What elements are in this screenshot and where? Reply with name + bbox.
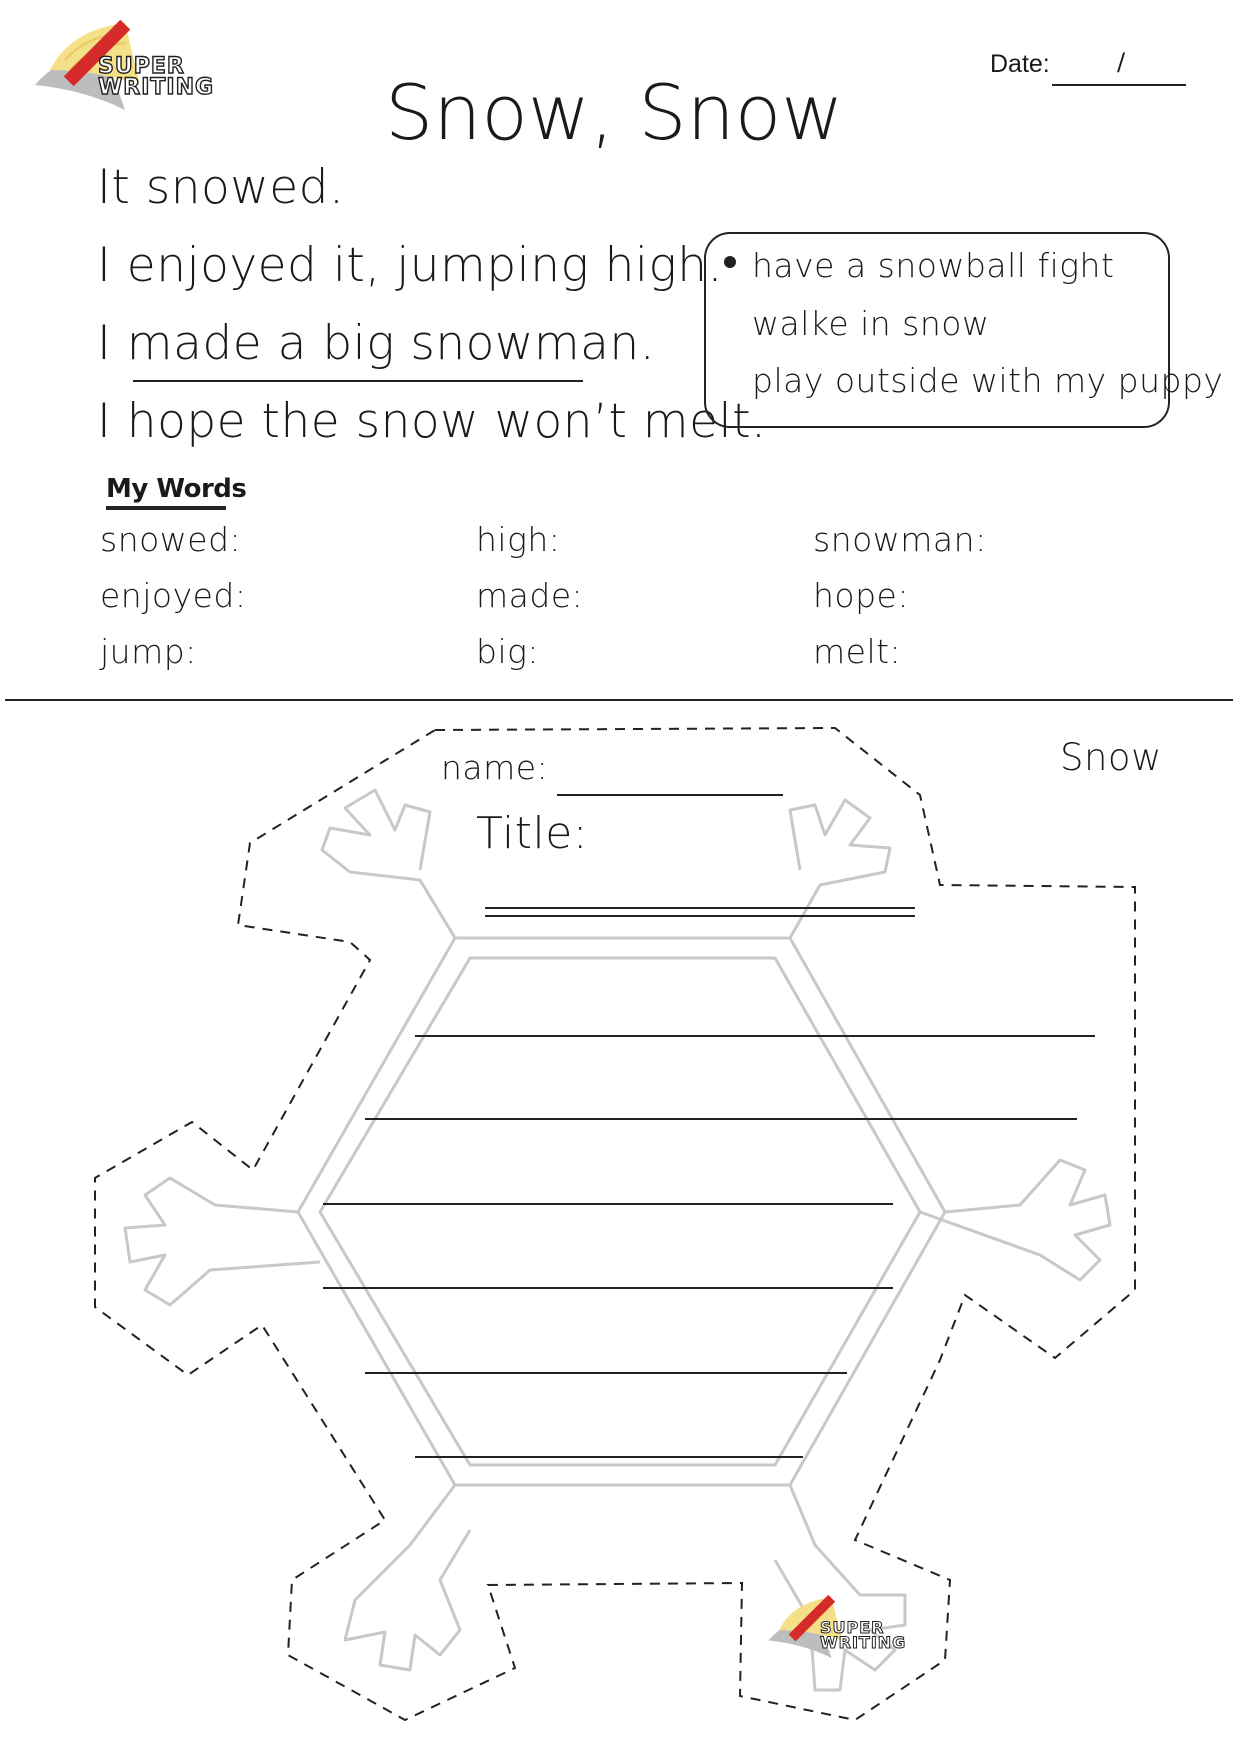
word-item: high: (476, 520, 561, 559)
writing-line[interactable] (365, 1118, 1077, 1120)
word-item: big: (476, 632, 540, 671)
logo-text-line2: WRITING (98, 74, 215, 100)
writing-line[interactable] (415, 1035, 1095, 1037)
title-label: Title: (476, 808, 589, 859)
story-line: I enjoyed it, jumping high. (97, 238, 723, 293)
word-item: melt: (813, 632, 902, 671)
writing-line[interactable] (415, 1456, 803, 1458)
my-words-heading: My Words (106, 474, 247, 504)
snowflake-shape (125, 790, 1110, 1690)
name-label: name: (441, 748, 549, 787)
story-line: I hope the snow won’t melt. (97, 394, 767, 449)
writing-line[interactable] (365, 1372, 847, 1374)
name-field-line[interactable] (557, 794, 783, 796)
date-slash: / (1117, 48, 1126, 76)
story-line: I made a big snowman. (97, 316, 656, 371)
idea-item: have a snowball fight (752, 246, 1115, 285)
word-item: enjoyed: (100, 576, 247, 615)
word-item: snowed: (100, 520, 242, 559)
logo-text-line1: SUPER (98, 54, 185, 79)
logo-text-line2: WRITING (820, 1633, 907, 1653)
writing-line[interactable] (323, 1287, 893, 1289)
cut-line (95, 728, 1135, 1720)
idea-item: play outside with my puppy (752, 361, 1224, 400)
word-item: jump: (100, 632, 197, 671)
idea-item: walke in snow (752, 304, 990, 343)
title-field-line (485, 915, 915, 917)
writing-line[interactable] (323, 1203, 893, 1205)
logo-text-line1: SUPER (820, 1618, 885, 1637)
word-item: made: (476, 576, 584, 615)
title-field-line[interactable] (485, 907, 915, 909)
date-label: Date: (990, 50, 1050, 78)
page-title: Snow, Snow (385, 68, 844, 157)
super-writing-logo-footer (765, 1590, 905, 1670)
word-item: snowman: (813, 520, 987, 559)
story-line: It snowed. (97, 160, 345, 215)
word-item: hope: (813, 576, 909, 615)
worksheet-tag: Snow (1060, 736, 1162, 779)
